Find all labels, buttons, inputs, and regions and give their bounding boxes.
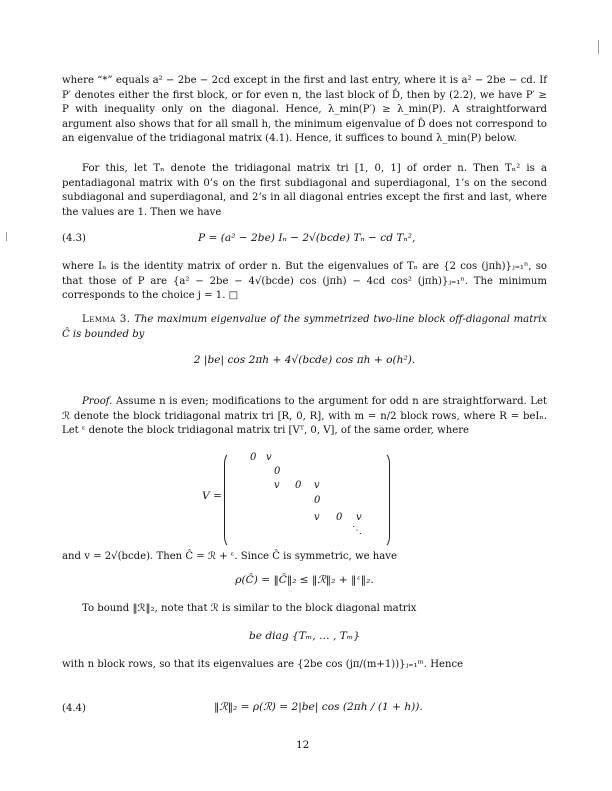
matrix-entry: v xyxy=(274,480,280,491)
matrix-entry: v xyxy=(266,452,272,463)
matrix-v-label: V = xyxy=(202,490,222,502)
matrix-entry: 0 xyxy=(295,480,302,491)
paragraph-symmetric: and v = 2√(bcde). Then Ĉ = ℛ + ᵋ. Since Ĉ is symmetric, we have xyxy=(62,551,397,562)
paragraph-intro: where “*” equals a² − 2be − 2cd except in the first and last entry, where it is a² − 2be − cd. If P′ denotes either the first block, or for even n, the last block of D̂, then by (2.2), we have P′ ≥ P with inequality only on the diagonal. Hence, λ_min(P′) ≥ λ_min(P). A straightforward argument also shows that for all small h, the minimum eigenvalue of D̂ does not correspond to an eigenvalue of the tridiagonal matrix (4.1). Hence, it suffices to bound λ_min(P) below. xyxy=(62,75,547,145)
proof-paragraph xyxy=(62,395,547,439)
spectral-radius-equation: ρ(Ĉ) = ‖Ĉ‖₂ ≤ ‖ℛ‖₂ + ‖ᵋ‖₂. xyxy=(235,574,374,586)
matrix-entry: 0 xyxy=(250,452,257,463)
equation-number-4-4: (4.4) xyxy=(62,703,86,714)
page-number: 12 xyxy=(296,739,310,751)
matrix-entry: 0 xyxy=(336,512,343,523)
proof-text: Assume n is even; modifications to the argument for odd n are straightforward. Let ℛ denote the block tridiagonal matrix tri [R, 0, R], with m = n/2 block rows, where R = beIₙ. Let ᵋ denote the block tridiagonal matrix tri [Vᵀ, 0, V], of the same order, where xyxy=(62,396,547,437)
matrix-entry: 0 xyxy=(274,466,281,477)
scan-margin-mark xyxy=(598,40,599,54)
matrix-entry: v xyxy=(314,512,320,523)
lemma-3 xyxy=(62,313,547,342)
paragraph-tn-definition: For this, let Tₙ denote the tridiagonal matrix tri [1, 0, 1] of order n. Then Tₙ² is a pentadiagonal matrix with 0’s on the first subdiagonal and superdiagonal, 1’s on the second subdiagonal and superdiagonal, and 2’s in all diagonal entries except the first and last, where the values are 1. Then we have xyxy=(62,163,547,218)
lemma-label: Lemma 3. xyxy=(82,314,131,325)
lemma-bound-equation: 2 |be| cos 2πh + 4√(bcde) cos πh + o(h²). xyxy=(193,354,416,366)
equation-4-4: ‖ℛ‖₂ = ρ(ℛ) = 2|be| cos (2πh / (1 + h)). xyxy=(214,701,423,713)
matrix-entry: 0 xyxy=(314,495,321,506)
paragraph-eigenvalues: where Iₙ is the identity matrix of order n. But the eigenvalues of Tₙ are {2 cos (jπh)}ⱼ₌₁ⁿ, so that those of P are {a² − 2be − 4√(bcde) cos (jπh) − 4cd cos² (jπh)}ⱼ₌₁ⁿ. The minimum corresponds to the choice j = 1. □ xyxy=(62,261,547,302)
matrix-right-parenthesis xyxy=(376,452,390,548)
block-diagonal-equation: be diag {Tₘ, … , Tₘ} xyxy=(248,630,361,642)
lemma-statement: The maximum eigenvalue of the symmetrized two-line block off-diagonal matrix Ĉ is bounded by xyxy=(62,314,547,340)
equation-number-4-3: (4.3) xyxy=(62,233,86,244)
equation-4-3: P = (a² − 2be) Iₙ − 2√(bcde) Tₙ − cd Tₙ², xyxy=(198,232,416,244)
scan-margin-mark xyxy=(6,232,7,241)
matrix-entry: v xyxy=(314,480,320,491)
matrix-entry: v xyxy=(356,512,362,523)
proof-label: Proof. xyxy=(82,396,113,407)
matrix-dots: ⋱ xyxy=(352,525,362,536)
paragraph-eigenvalues-r: with n block rows, so that its eigenvalues are {2be cos (jπ/(m+1))}ⱼ₌₁ᵐ. Hence xyxy=(62,659,464,670)
paragraph-bound-r: To bound ‖ℛ‖₂, note that ℛ is similar to the block diagonal matrix xyxy=(82,603,417,614)
matrix-left-parenthesis xyxy=(224,452,238,548)
